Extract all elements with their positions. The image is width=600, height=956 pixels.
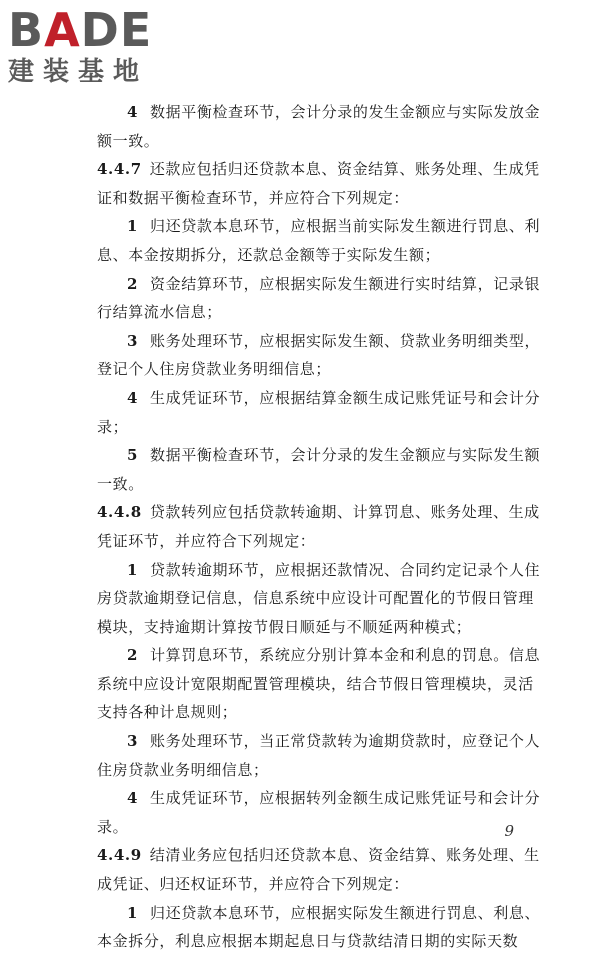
paragraph-text: 数据平衡检查环节，会计分录的发生金额应与实际发放金额一致。 bbox=[97, 103, 541, 150]
list-item-paragraph bbox=[97, 899, 547, 956]
list-item-paragraph bbox=[97, 270, 547, 327]
item-number: 4 bbox=[127, 789, 139, 808]
item-number: 1 bbox=[127, 903, 139, 922]
list-item-paragraph bbox=[97, 327, 547, 384]
paragraph-text: 结清业务应包括归还贷款本息、资金结算、账务处理、生成凭证、归还权证环节，并应符合下列规定： bbox=[97, 846, 540, 894]
paragraph-text: 还款应包括归还贷款本息、资金结算、账务处理、生成凭证和数据平衡检查环节，并应符合下列规定： bbox=[97, 160, 540, 207]
list-item-paragraph bbox=[97, 727, 547, 784]
list-item-paragraph bbox=[97, 641, 547, 727]
section-paragraph bbox=[97, 155, 547, 212]
list-item-paragraph bbox=[97, 784, 547, 841]
list-item-paragraph bbox=[97, 212, 547, 269]
logo-wordmark: BADE bbox=[8, 3, 153, 57]
section-paragraph bbox=[97, 498, 547, 555]
list-item-paragraph bbox=[97, 556, 547, 642]
list-item-paragraph bbox=[97, 384, 547, 441]
document-body bbox=[97, 98, 547, 956]
paragraph-text: 归还贷款本息环节，应根据实际发生额进行罚息、利息、本金拆分，利息应根据本期起息日与贷款结清日期的实际天数 bbox=[97, 903, 541, 951]
item-number: 2 bbox=[127, 274, 139, 293]
paragraph-text: 归还贷款本息环节，应根据当前实际发生额进行罚息、利息、本金按期拆分，还款总金额等于实际发生额； bbox=[97, 217, 541, 264]
item-number: 4 bbox=[127, 388, 139, 407]
paragraph-text: 账务处理环节，应根据实际发生额、贷款业务明细类型，登记个人住房贷款业务明细信息； bbox=[97, 331, 541, 379]
item-number: 3 bbox=[127, 331, 139, 350]
paragraph-text: 贷款转列应包括贷款转逾期、计算罚息、账务处理、生成凭证环节，并应符合下列规定： bbox=[97, 503, 540, 550]
section-number: 4.4.8 bbox=[97, 503, 142, 522]
logo-subtitle: 建装基地 bbox=[8, 57, 149, 87]
paragraph-text: 资金结算环节，应根据实际发生额进行实时结算，记录银行结算流水信息； bbox=[97, 274, 541, 322]
section-number: 4.4.7 bbox=[97, 160, 142, 179]
item-number: 1 bbox=[127, 217, 139, 236]
page-number: 9 bbox=[504, 822, 514, 840]
item-number: 3 bbox=[127, 732, 139, 751]
paragraph-text: 贷款转逾期环节，应根据还款情况、合同约定记录个人住房贷款逾期登记信息，信息系统中应设计可配置化的节假日管理模块，支持逾期计算按节假日顺延与不顺延两种模式； bbox=[97, 560, 541, 636]
paragraph-text: 生成凭证环节，应根据转列金额生成记账凭证号和会计分录。 bbox=[97, 789, 541, 836]
list-item-paragraph bbox=[97, 98, 547, 155]
brand-logo bbox=[8, 3, 183, 96]
section-paragraph bbox=[97, 841, 547, 898]
paragraph-text: 计算罚息环节，系统应分别计算本金和利息的罚息。信息系统中应设计宽限期配置管理模块，结合节假日管理模块，灵活支持各种计息规则； bbox=[97, 646, 541, 722]
paragraph-text: 账务处理环节，当正常贷款转为逾期贷款时，应登记个人住房贷款业务明细信息； bbox=[97, 732, 541, 779]
section-number: 4.4.9 bbox=[97, 846, 142, 865]
item-number: 1 bbox=[127, 560, 139, 579]
item-number: 5 bbox=[127, 446, 139, 465]
item-number: 2 bbox=[127, 646, 139, 665]
paragraph-text: 数据平衡检查环节，会计分录的发生金额应与实际发生额一致。 bbox=[97, 446, 541, 493]
paragraph-text: 生成凭证环节，应根据结算金额生成记账凭证号和会计分录； bbox=[97, 388, 541, 436]
item-number: 4 bbox=[127, 103, 139, 121]
list-item-paragraph bbox=[97, 441, 547, 498]
